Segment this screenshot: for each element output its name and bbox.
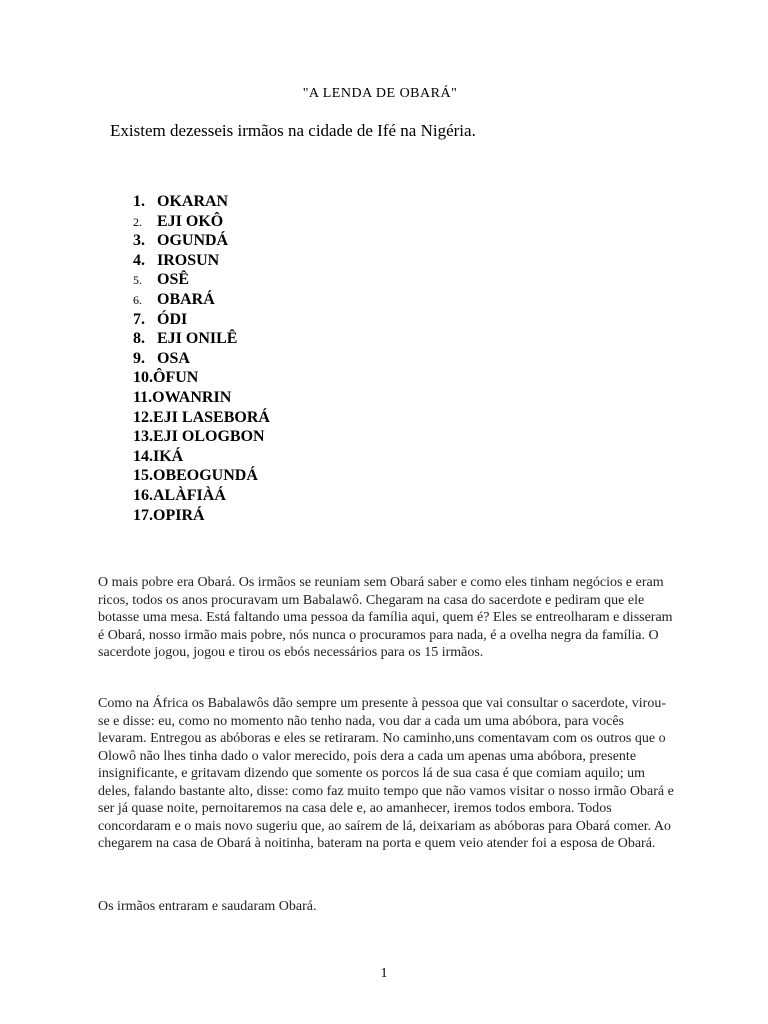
list-item-number: 17. bbox=[133, 506, 153, 524]
list-item-name: OGUNDÁ bbox=[157, 232, 229, 250]
list-item bbox=[133, 329, 270, 349]
list-item-number: 11. bbox=[133, 388, 153, 406]
list-item-number: 6. bbox=[133, 292, 142, 307]
paragraph-3: Os irmãos entraram e saudaram Obará. bbox=[98, 899, 317, 914]
list-item-number: 3. bbox=[133, 232, 145, 250]
list-item bbox=[133, 506, 270, 526]
list-item-name: ÔFUN bbox=[153, 369, 199, 387]
list-item-number: 5. bbox=[133, 273, 142, 288]
list-item-number: 7. bbox=[133, 310, 145, 328]
list-item-number: 15. bbox=[133, 467, 153, 485]
list-item bbox=[133, 231, 270, 251]
list-item bbox=[133, 251, 270, 271]
document-title: "A LENDA DE OBARÁ" bbox=[302, 86, 458, 101]
list-item-name: IROSUN bbox=[157, 251, 220, 269]
list-item-name: ÓDI bbox=[157, 310, 188, 328]
list-item-name: EJI OKÔ bbox=[157, 212, 224, 230]
list-item-name: ALÀFIÀÁ bbox=[153, 486, 226, 504]
list-item-name: EJI OLOGBON bbox=[153, 428, 265, 446]
list-item-number: 14. bbox=[133, 447, 153, 465]
list-item bbox=[133, 349, 270, 369]
list-item-name: OSÊ bbox=[157, 271, 190, 289]
list-item bbox=[133, 408, 270, 428]
list-item bbox=[133, 192, 270, 212]
paragraph-2: Como na África os Babalawôs dão sempre um presente à pessoa que vai consultar o sacerdote, virou-se e disse: eu, como no momento não tenho nada, vou dar a cada um uma abóbora, para vocês levaram. Entregou as abóboras e eles se retiraram. No caminho,uns comentavam com os outros que o Olowô não lhes tinha dado o valor merecido, pois dera a cada um apenas uma abóbora, presente insignificante, e gritavam dizendo que somente os porcos lá de sua casa é que comiam aquilo; um deles, falando bastante alto, disse: como faz muito tempo que não vamos visitar o nosso irmão Obará e ser já quase noite, pernoitaremos na casa dele e, ao amanhecer, iremos todos embora. Todos concordaram e o mais novo sugeriu que, ao saírem de lá, deixariam as abóboras para Obará comer. Ao chegarem na casa de Obará à noitinha, bateram na porta e quem veio atender foi a esposa de Obará. bbox=[98, 696, 674, 851]
list-item-name: OWANRIN bbox=[152, 388, 232, 406]
list-item bbox=[133, 486, 270, 506]
intro-sentence: Existem dezesseis irmãos na cidade de Ifé na Nigéria. bbox=[110, 121, 476, 140]
list-item-name: OKARAN bbox=[157, 193, 229, 210]
list-item-number: 13. bbox=[133, 428, 153, 446]
list-item bbox=[133, 368, 270, 388]
list-item-number: 16. bbox=[133, 486, 153, 504]
list-item-number: 1. bbox=[133, 193, 145, 210]
list-item-number: 2. bbox=[133, 214, 142, 229]
odu-list bbox=[133, 192, 270, 525]
list-item bbox=[133, 290, 270, 310]
paragraph-1: O mais pobre era Obará. Os irmãos se reuniam sem Obará saber e como eles tinham negócios e eram ricos, todos os anos procuravam um Babalawô. Chegaram na casa do sacerdote e pediram que ele botasse uma mesa. Está faltando uma pessoa da família aqui, quem é? Eles se entreolharam e disseram é Obará, nosso irmão mais pobre, nós nunca o procuramos para nada, é a ovelha negra da família. O sacerdote jogou, jogou e tirou os ebós necessários para os 15 irmãos. bbox=[98, 575, 673, 660]
list-item bbox=[133, 212, 270, 232]
list-item bbox=[133, 427, 270, 447]
list-item bbox=[133, 466, 270, 486]
page-number: 1 bbox=[380, 966, 388, 981]
list-item-name: IKÁ bbox=[153, 447, 184, 465]
list-item bbox=[133, 388, 270, 408]
list-item bbox=[133, 270, 270, 290]
list-item-name: OBEOGUNDÁ bbox=[153, 467, 258, 485]
list-item-name: EJI LASEBORÁ bbox=[153, 408, 270, 426]
list-item-number: 10. bbox=[133, 369, 153, 387]
list-item bbox=[133, 310, 270, 330]
list-item-name: OPIRÁ bbox=[153, 506, 205, 524]
list-item bbox=[133, 447, 270, 467]
list-item-number: 8. bbox=[133, 330, 145, 348]
list-item-number: 9. bbox=[133, 349, 145, 367]
list-item-name: OSA bbox=[157, 349, 190, 367]
list-item-number: 4. bbox=[133, 251, 145, 269]
list-item-name: OBARÁ bbox=[157, 290, 215, 308]
list-item-number: 12. bbox=[133, 408, 153, 426]
list-item-name: EJI ONILÊ bbox=[157, 330, 238, 348]
